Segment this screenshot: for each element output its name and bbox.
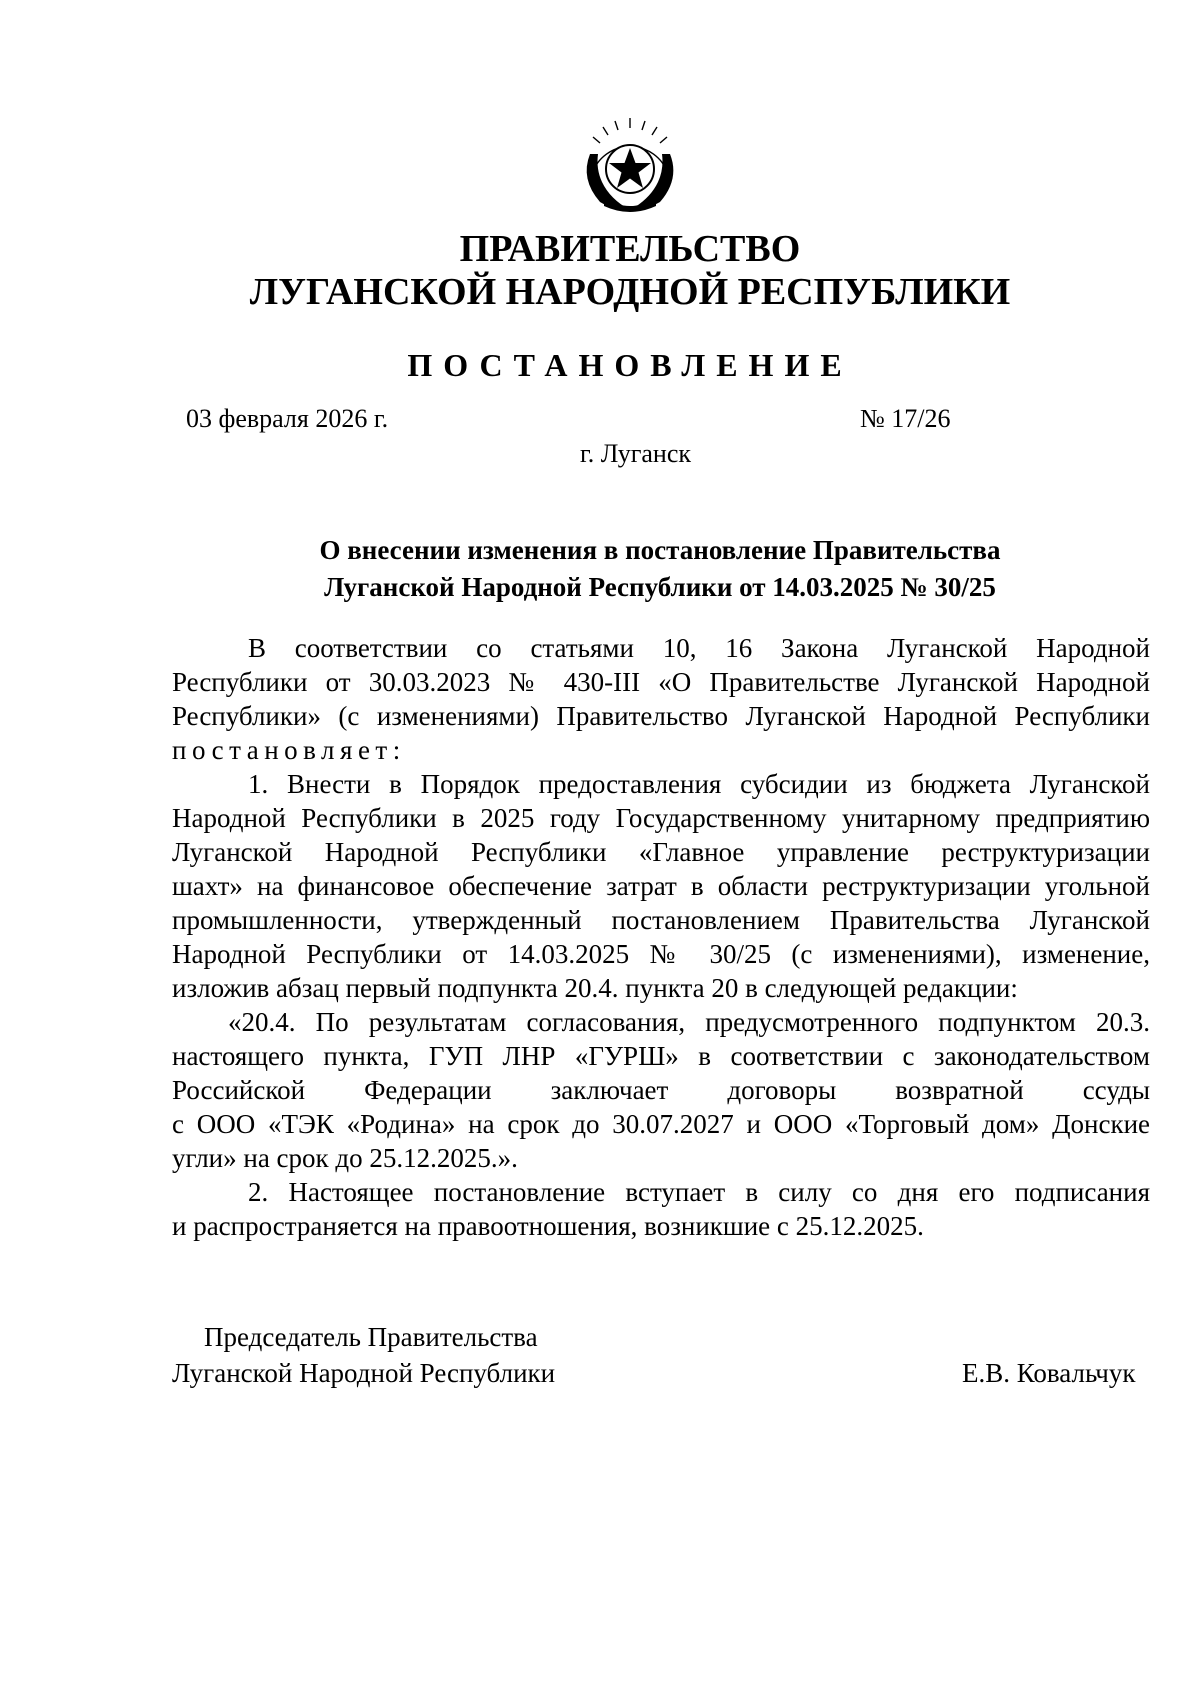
document-type: ПОСТАНОВЛЕНИЕ bbox=[407, 347, 853, 383]
government-title-line1: ПРАВИТЕЛЬСТВО bbox=[459, 228, 801, 270]
quote-line: угли» на срок до 25.12.2025.». bbox=[172, 1143, 518, 1173]
subject-line: О внесении изменения в постановление Правительства bbox=[319, 535, 1001, 565]
intro-line: Республики» (с изменениями) Правительство Луганской Народной Республики bbox=[172, 701, 1150, 731]
document-number: № 17/26 bbox=[860, 404, 951, 433]
item1-line: 1. Внести в Порядок предоставления субсидии из бюджета Луганской bbox=[248, 769, 1150, 799]
item2-line: и распространяется на правоотношения, возникшие с 25.12.2025. bbox=[172, 1211, 924, 1241]
item1-line: Луганской Народной Республики «Главное управление реструктуризации bbox=[172, 837, 1150, 867]
document-subject bbox=[170, 532, 1150, 606]
intro-line: постановляет: bbox=[172, 735, 406, 765]
item1-line: шахт» на финансовое обеспечение затрат в области реструктуризации угольной bbox=[172, 871, 1150, 901]
item1-line: изложив абзац первый подпункта 20.4. пункта 20 в следующей редакции: bbox=[172, 973, 1018, 1003]
signatory-position-line1: Председатель Правительства bbox=[204, 1322, 538, 1352]
item1-line: промышленности, утвержденный постановлением Правительства Луганской bbox=[172, 905, 1150, 935]
intro-line: В соответствии со статьями 10, 16 Закона Луганской Народной bbox=[248, 633, 1150, 663]
signatory-name: Е.В. Ковальчук bbox=[962, 1358, 1136, 1388]
document-city: г. Луганск bbox=[580, 439, 692, 468]
item1-line: Народной Республики от 14.03.2025 № 30/25 (с изменениями), изменение, bbox=[172, 939, 1150, 969]
item1-line: Народной Республики в 2025 году Государственному унитарному предприятию bbox=[172, 803, 1150, 833]
quote-line: настоящего пункта, ГУП ЛНР «ГУРШ» в соответствии с законодательством bbox=[172, 1041, 1150, 1071]
subject-line: Луганской Народной Республики от 14.03.2025 № 30/25 bbox=[324, 572, 996, 602]
state-emblem-icon bbox=[570, 114, 690, 214]
document-body bbox=[172, 631, 1150, 1243]
document-date: 03 февраля 2026 г. bbox=[186, 404, 389, 433]
quote-line: «20.4. По результатам согласования, предусмотренного подпунктом 20.3. bbox=[228, 1007, 1150, 1037]
signatory-position-line2: Луганской Народной Республики bbox=[172, 1358, 556, 1388]
quote-line: Российской Федерации заключает договоры возвратной ссуды bbox=[172, 1075, 1150, 1105]
government-title-line2: ЛУГАНСКОЙ НАРОДНОЙ РЕСПУБЛИКИ bbox=[249, 271, 1011, 313]
item2-line: 2. Настоящее постановление вступает в силу со дня его подписания bbox=[248, 1177, 1150, 1207]
intro-line: Республики от 30.03.2023 № 430-III «О Правительстве Луганской Народной bbox=[172, 667, 1150, 697]
quote-line: с ООО «ТЭК «Родина» на срок до 30.07.2027 и ООО «Торговый дом» Донские bbox=[172, 1109, 1150, 1139]
